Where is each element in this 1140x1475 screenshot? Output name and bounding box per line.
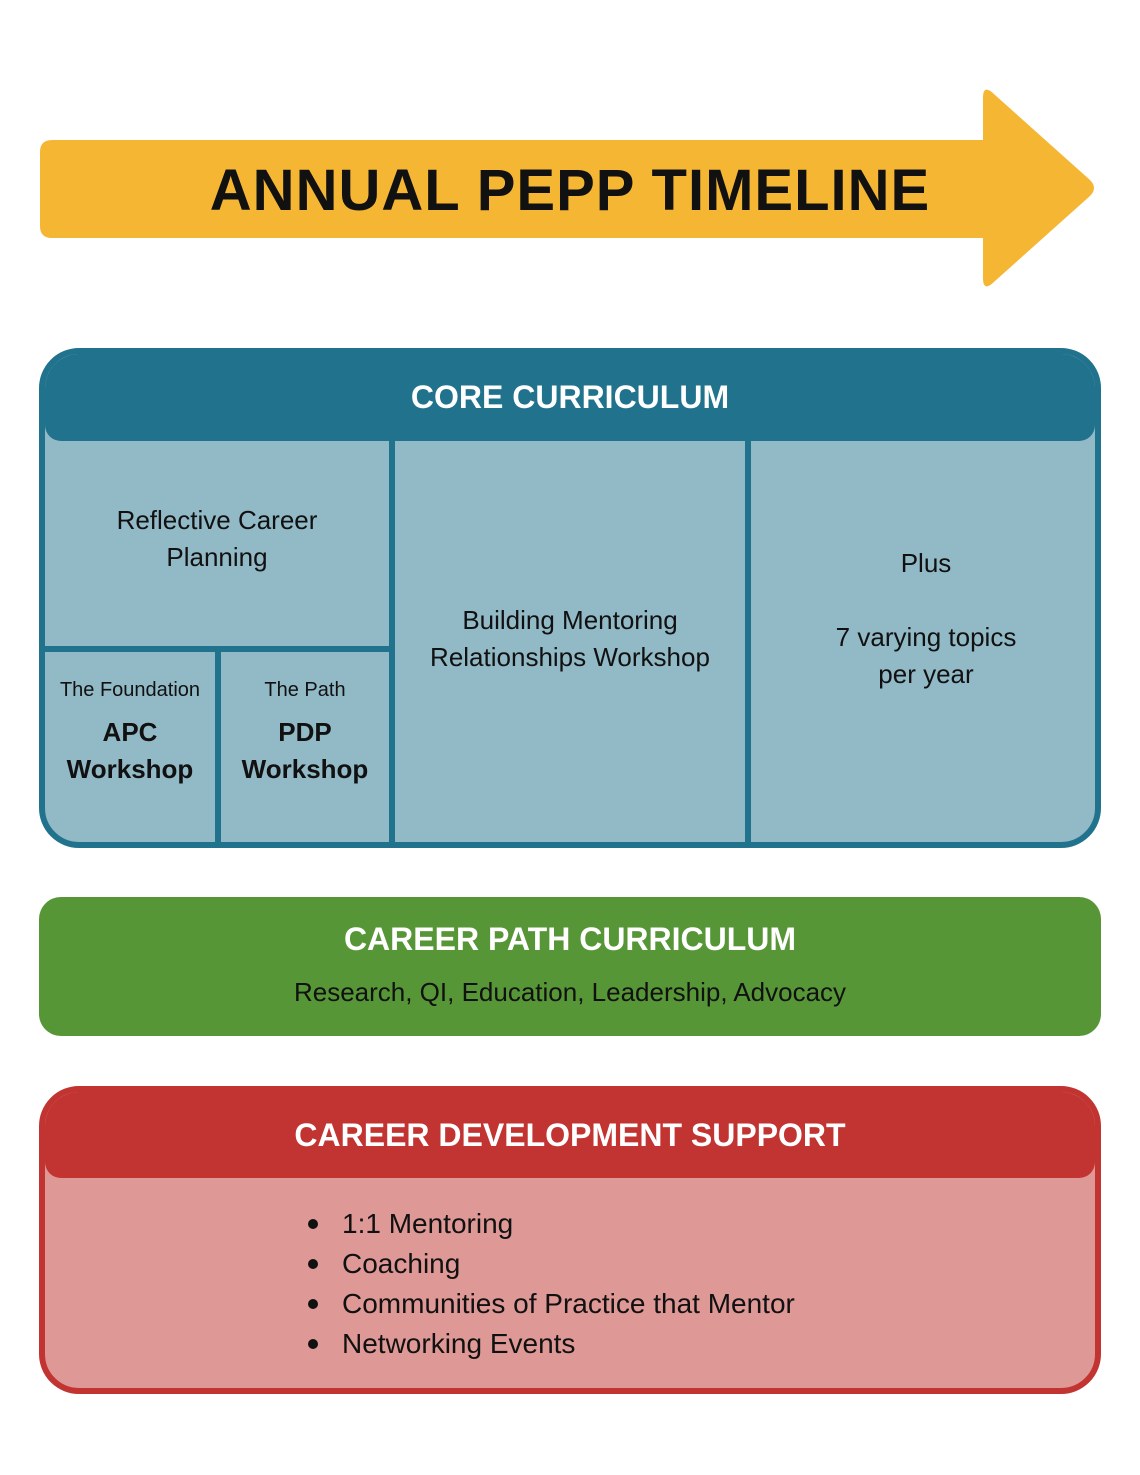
core-curriculum-panel (39, 348, 1101, 848)
career-development-panel (39, 1086, 1101, 1394)
list-item (305, 1284, 795, 1324)
bullet-icon (308, 1339, 318, 1349)
plus-label: Plus (900, 548, 952, 578)
topics-line-1: 7 varying topics (835, 622, 1017, 652)
list-item-text: 1:1 Mentoring (342, 1208, 514, 1239)
core-curriculum-heading: CORE CURRICULUM (45, 354, 1095, 441)
reflective-career-planning-cell (45, 494, 389, 584)
career-path-panel (39, 897, 1101, 1036)
list-item-text: Communities of Practice that Mentor (342, 1288, 795, 1319)
page-title: ANNUAL PEPP TIMELINE (209, 157, 931, 223)
pdp-label: PDP (278, 717, 332, 747)
apc-workshop-label: Workshop (66, 754, 194, 784)
list-item-text: Networking Events (342, 1328, 576, 1359)
reflective-career-planning-text: Reflective Career Planning (116, 505, 318, 572)
path-label: The Path (264, 679, 346, 701)
list-item-text: Coaching (342, 1248, 461, 1279)
pdp-workshop-label: Workshop (241, 754, 369, 784)
list-item (305, 1204, 795, 1244)
career-development-heading: CAREER DEVELOPMENT SUPPORT (45, 1092, 1095, 1178)
apc-label: APC (102, 717, 158, 747)
apc-workshop-cell (45, 652, 215, 812)
pdp-workshop-cell (221, 652, 389, 812)
topics-line-2: per year (878, 659, 974, 689)
career-path-subtitle: Research, QI, Education, Leadership, Advocacy (293, 977, 847, 1007)
bullet-icon (308, 1259, 318, 1269)
mentoring-workshop-cell (395, 584, 745, 694)
mentoring-line-1: Building Mentoring (462, 605, 678, 635)
list-item (305, 1244, 795, 1284)
bullet-icon (308, 1219, 318, 1229)
mentoring-line-2: Relationships Workshop (430, 642, 710, 672)
foundation-label: The Foundation (59, 679, 201, 701)
career-path-heading: CAREER PATH CURRICULUM (343, 921, 797, 957)
support-list (305, 1204, 795, 1364)
list-item (305, 1324, 795, 1364)
bullet-icon (308, 1299, 318, 1309)
plus-topics-cell (751, 544, 1101, 694)
